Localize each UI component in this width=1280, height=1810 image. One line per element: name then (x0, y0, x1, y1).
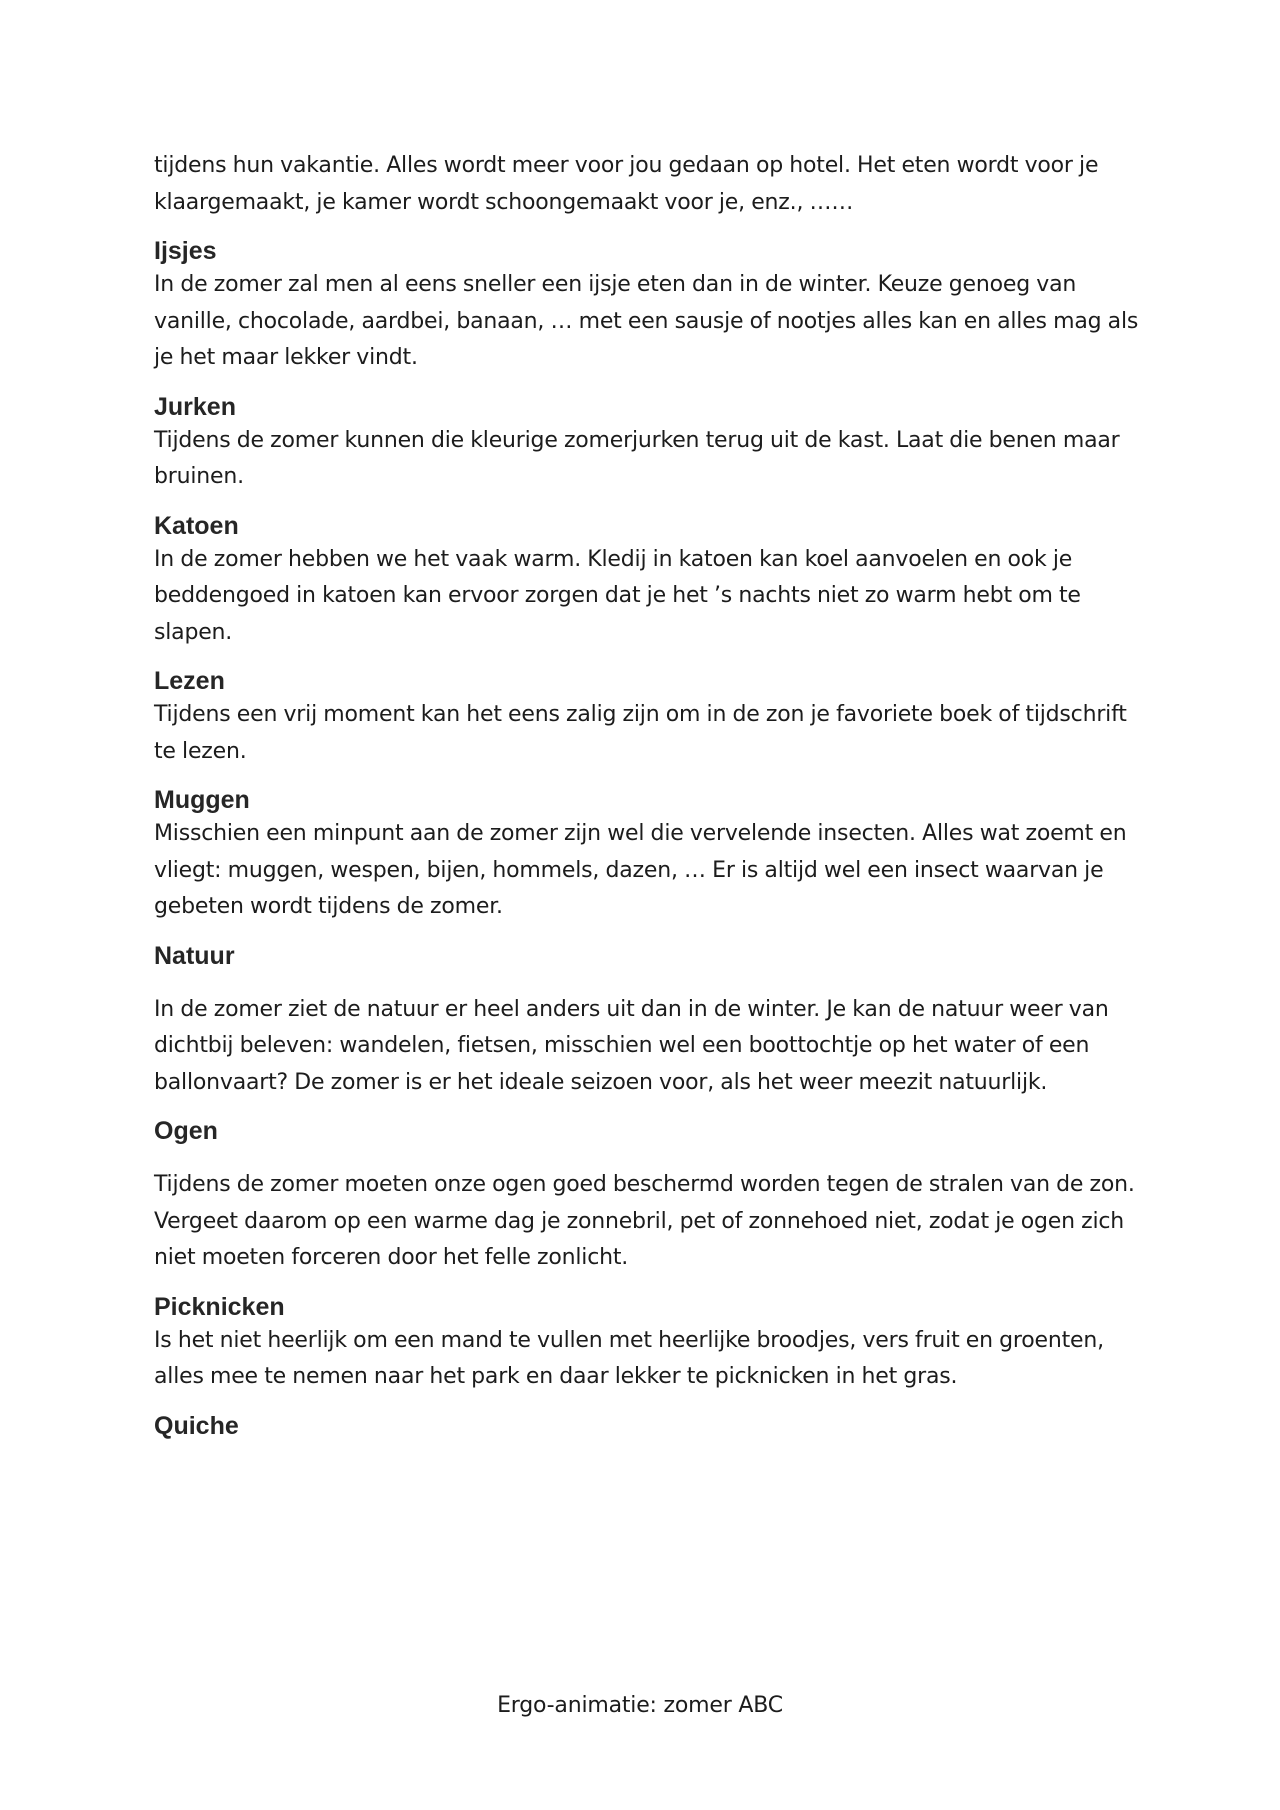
intro-paragraph: tijdens hun vakantie. Alles wordt meer voor jou gedaan op hotel. Het eten wordt voor je klaargemaakt, je kamer wordt schoongemaakt voor je, enz., …… (154, 153, 1099, 215)
section-picknicken (154, 1291, 1144, 1396)
section-lezen (154, 665, 1144, 770)
section-body: In de zomer zal men al eens sneller een ijsje eten dan in de winter. Keuze genoeg van vanille, chocolade, aardbei, banaan, … met een sausje of nootjes alles kan en alles mag als je het maar lekker vindt. (154, 272, 1139, 370)
section-heading: Quiche (154, 1411, 239, 1440)
section-heading: Natuur (154, 941, 235, 970)
section-katoen (154, 510, 1144, 652)
section-body: Tijdens een vrij moment kan het eens zalig zijn om in de zon je favoriete boek of tijdschrift te lezen. (154, 702, 1127, 764)
section-body: Misschien een minpunt aan de zomer zijn wel die vervelende insecten. Alles wat zoemt en vliegt: muggen, wespen, bijen, hommels, dazen, … Er is altijd wel een insect waarvan je gebeten wordt tijdens de zomer. (154, 821, 1127, 919)
section-heading: Ogen (154, 1117, 218, 1145)
section-heading: Jurken (154, 392, 236, 421)
section-muggen (154, 784, 1144, 926)
section-jurken (154, 391, 1144, 496)
section-body: In de zomer ziet de natuur er heel anders uit dan in de winter. Je kan de natuur weer van dichtbij beleven: wandelen, fietsen, misschien wel een boottochtje op het water of een ballonvaart? De zomer is er het ideale seizoen voor, als het weer meezit natuurlijk. (154, 996, 1109, 1095)
section-body: Tijdens de zomer kunnen die kleurige zomerjurken terug uit de kast. Laat die benen maar bruinen. (154, 427, 1120, 489)
section-heading: Muggen (154, 786, 250, 814)
page-footer: Ergo-animatie: zomer ABC (497, 1693, 783, 1718)
section-ijsjes (154, 235, 1144, 377)
section-ogen (154, 1115, 1144, 1277)
section-body: Tijdens de zomer moeten onze ogen goed beschermd worden tegen de stralen van de zon. Vergeet daarom op een warme dag je zonnebril, pet of zonnehoed niet, zodat je ogen zich niet moeten forceren door het felle zonlicht. (154, 1172, 1135, 1270)
section-heading: Katoen (154, 511, 239, 540)
section-heading: Picknicken (154, 1292, 285, 1321)
section-body: Is het niet heerlijk om een mand te vullen met heerlijke broodjes, vers fruit en groenten, alles mee te nemen naar het park en daar lekker te picknicken in het gras. (154, 1327, 1104, 1389)
page-content (154, 148, 1144, 1442)
section-heading: Lezen (154, 667, 225, 695)
section-quiche (154, 1410, 1144, 1442)
section-body: In de zomer hebben we het vaak warm. Kledij in katoen kan koel aanvoelen en ook je beddengoed in katoen kan ervoor zorgen dat je het ’s nachts niet zo warm hebt om te slapen. (154, 546, 1081, 645)
section-natuur (154, 940, 1144, 1102)
section-heading: Ijsjes (154, 237, 217, 265)
